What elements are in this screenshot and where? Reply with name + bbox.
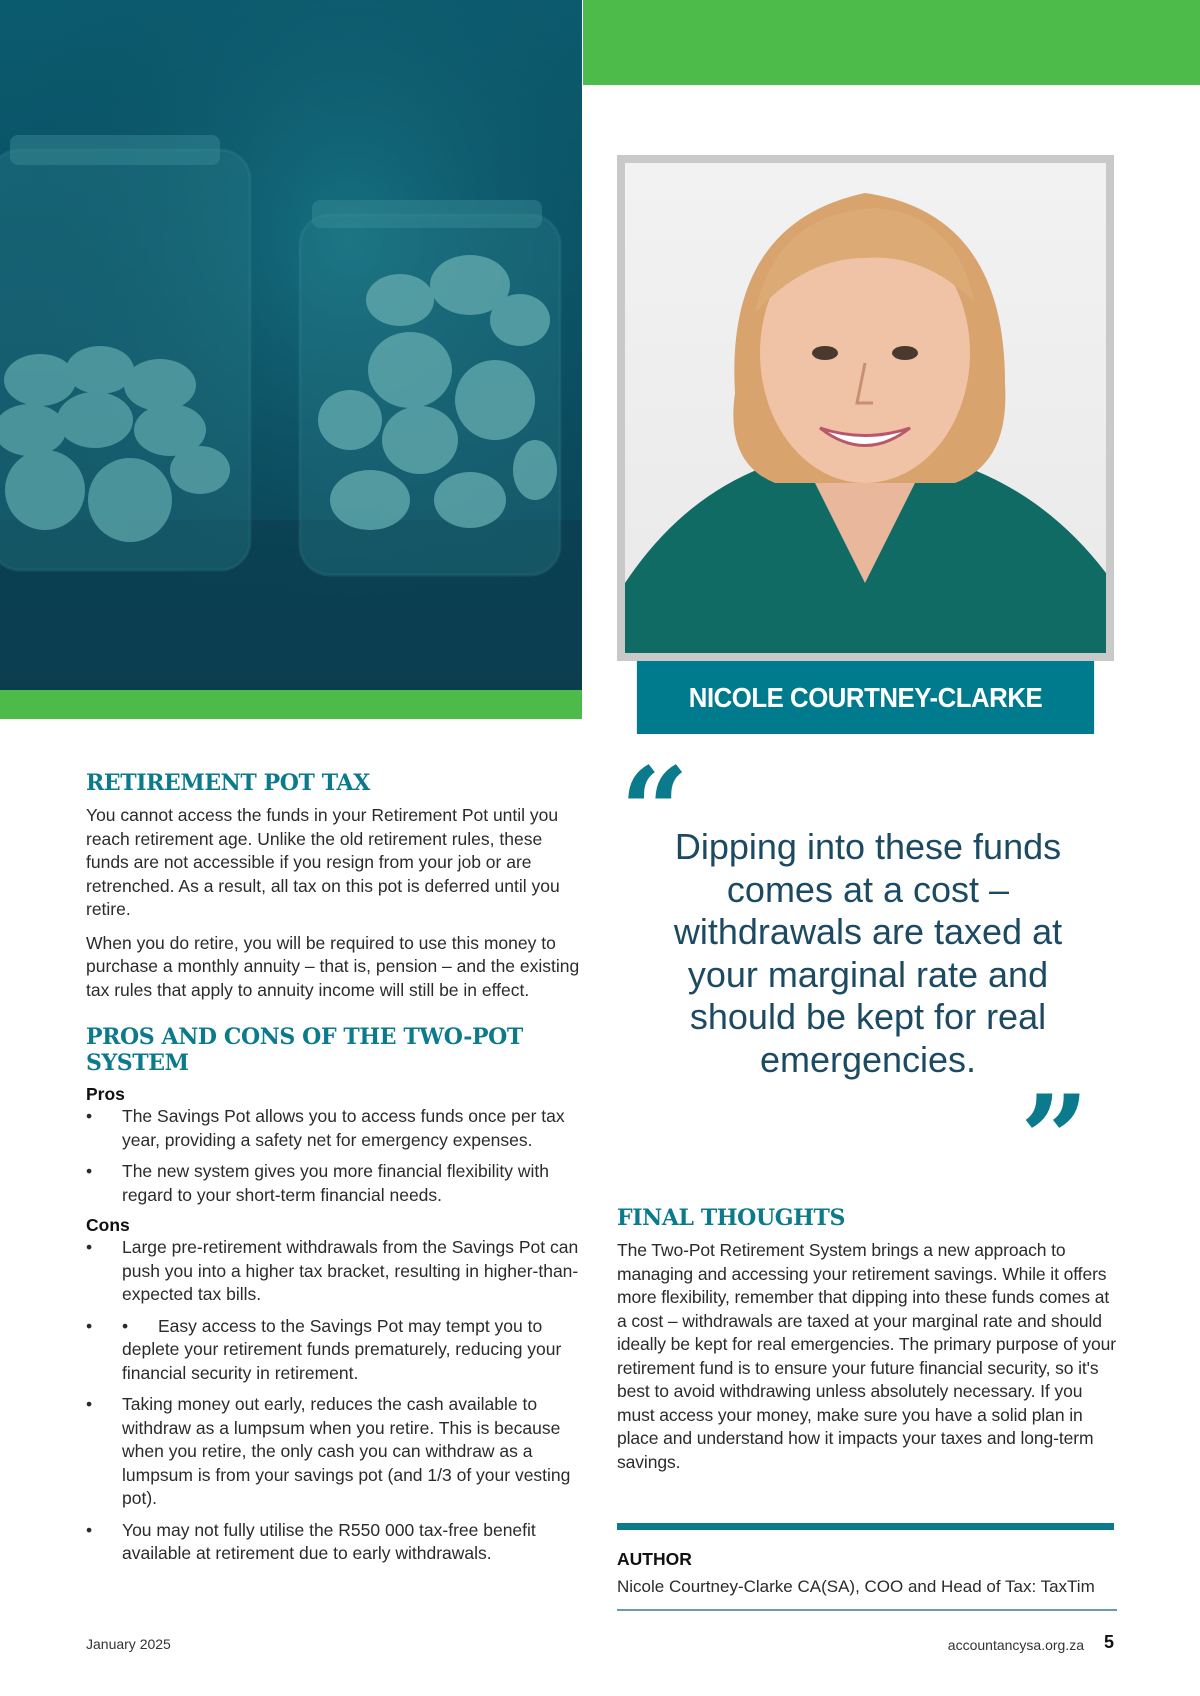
green-band-top (583, 0, 1200, 85)
author-portrait-frame (617, 155, 1114, 661)
page-number: 5 (1103, 1632, 1114, 1652)
pull-quote: Dipping into these funds comes at a cost – withdrawals are taxed at your marginal rate and should be kept for real emergencies. (673, 826, 1063, 1080)
open-quote-icon: “ (620, 741, 690, 882)
author-name-bar: NICOLE COURTNEY-CLARKE (637, 661, 1094, 734)
bullet-icon: • (86, 1519, 93, 1540)
cons-label: Cons (86, 1215, 130, 1235)
jars-photo (0, 0, 582, 690)
list-item: • The new system gives you more financial flexibility with regard to your short-term financial needs. (86, 1161, 549, 1205)
bullet-icon: • (86, 1315, 93, 1336)
author-divider (617, 1523, 1114, 1530)
left-column (86, 770, 588, 1574)
author-label: AUTHOR (617, 1549, 692, 1569)
list-item: • • Easy access to the Savings Pot may tempt you to deplete your retirement funds prematurely, reducing your financial security in retirement. (86, 1315, 562, 1383)
pros-list (86, 1105, 588, 1207)
list-item: • The Savings Pot allows you to access funds once per tax year, providing a safety net for emergency expenses. (86, 1106, 565, 1150)
jars-illustration (0, 0, 582, 690)
bullet-icon: • (86, 1394, 93, 1414)
footer-website: accountancysa.org.za (947, 1637, 1084, 1653)
author-credit: Nicole Courtney-Clarke CA(SA), COO and Head of Tax: TaxTim (617, 1577, 1095, 1596)
pros-label: Pros (86, 1084, 125, 1104)
retirement-pot-paragraph-2: When you do retire, you will be required to use this money to purchase a monthly annuity – that is, pension – and the existing tax rules that apply to annuity income will still be in effect. (86, 932, 580, 1000)
bullet-icon: • (86, 1237, 93, 1257)
list-item: • Large pre-retirement withdrawals from the Savings Pot can push you into a higher tax bracket, resulting in higher-than-expected tax bills. (86, 1237, 579, 1304)
retirement-pot-paragraph-1: You cannot access the funds in your Retirement Pot until you reach retirement age. Unlike the old retirement rules, these funds are not accessible if you resign from your job or are retrenched. As a result, all tax on this pot is deferred until you retire. (86, 805, 560, 919)
bullet-icon: • (86, 1161, 93, 1181)
final-thoughts-section (617, 1205, 1119, 1484)
portrait-illustration (625, 163, 1106, 653)
cons-list (86, 1236, 588, 1566)
bullet-icon: • (86, 1106, 93, 1126)
author-bottom-rule (617, 1609, 1117, 1611)
retirement-pot-heading: RETIREMENT POT TAX (86, 770, 370, 796)
final-thoughts-text: The Two-Pot Retirement System brings a new approach to managing and accessing your retirement savings. While it offers more flexibility, remember that dipping into these funds comes at a cost – withdrawals are taxed at your marginal rate and should ideally be kept for real emergencies. The primary purpose of your retirement fund is to ensure your future financial security, so it's best to avoid withdrawing unless absolutely necessary. If you must access your money, make sure you have a solid plan in place and understand how it impacts your taxes and long-term savings. (617, 1240, 1116, 1472)
bullet-icon: • (122, 1315, 129, 1336)
green-band-bottom (0, 690, 582, 719)
close-quote-icon: ” (1020, 1069, 1090, 1210)
list-item: • Taking money out early, reduces the cash available to withdraw as a lumpsum when you retire. This is because when you retire, the only cash you can withdraw as a lumpsum is from your savings pot (and 1/3 of your vesting pot). (86, 1394, 571, 1508)
final-thoughts-heading: FINAL THOUGHTS (617, 1205, 845, 1231)
list-item: • You may not fully utilise the R550 000 tax-free benefit available at retirement due to early withdrawals. (86, 1519, 536, 1563)
author-portrait (625, 163, 1106, 653)
pros-cons-heading: PROS AND CONS OF THE TWO-POT SYSTEM (86, 1024, 523, 1076)
footer-date: January 2025 (86, 1636, 171, 1652)
